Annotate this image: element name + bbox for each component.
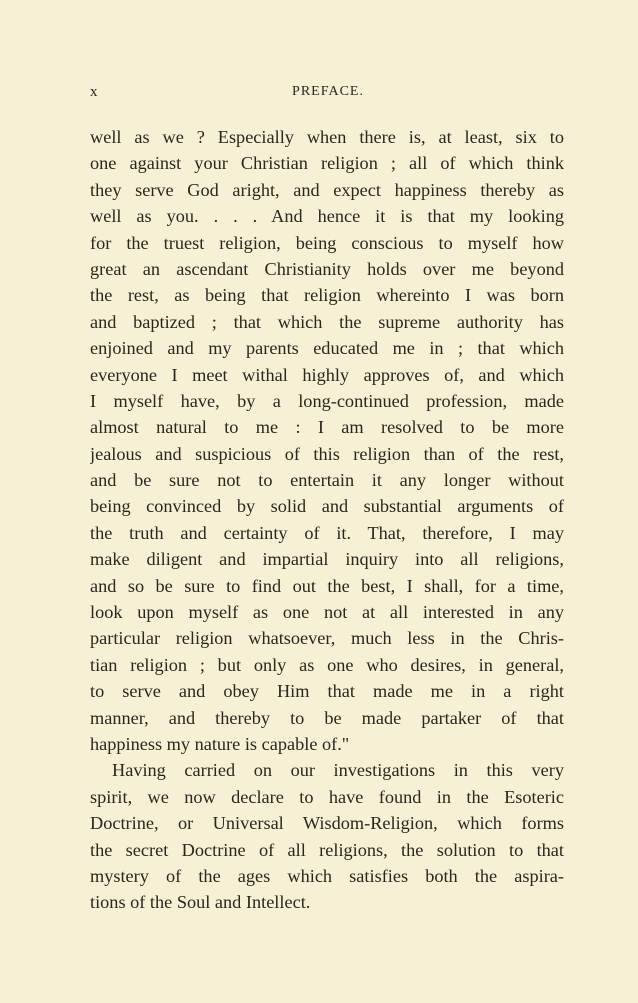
text-line: one against your Christian religion ; all of which think [90, 153, 564, 174]
text-line: everyone I meet withal highly approves of, and which [90, 364, 564, 385]
text-line: and be sure not to entertain it any longer without [90, 470, 564, 491]
paragraph-start-line: Having carried on our investigations in this very [112, 760, 564, 781]
text-line: and so be sure to find out the best, I shall, for a time, [90, 575, 564, 596]
text-line: well as you. . . . And hence it is that my looking [90, 206, 564, 227]
running-title: PREFACE. [292, 84, 364, 99]
text-line: they serve God aright, and expect happiness thereby as [90, 179, 564, 200]
running-head [90, 84, 566, 104]
text-line: the truth and certainty of it. That, therefore, I may [90, 522, 564, 543]
page-number: x [90, 84, 99, 100]
body-text [90, 124, 564, 916]
text-line: and baptized ; that which the supreme authority has [90, 311, 564, 332]
text-line: well as we ? Especially when there is, at least, six to [90, 127, 564, 147]
text-line: make diligent and impartial inquiry into all religions, [90, 549, 564, 570]
text-line: great an ascendant Christianity holds over me beyond [90, 258, 564, 279]
text-line: manner, and thereby to be made partaker of that [90, 707, 564, 728]
text-line: Doctrine, or Universal Wisdom-Religion, which forms [90, 813, 564, 834]
paragraph-end-line: happiness my nature is capable of." [90, 733, 350, 754]
text-line: jealous and suspicious of this religion than of the rest, [90, 443, 564, 464]
text-line: spirit, we now declare to have found in the Esoteric [90, 786, 564, 807]
paragraph-end-line: tions of the Soul and Intellect. [90, 892, 311, 913]
text-line: for the truest religion, being conscious to myself how [90, 232, 564, 253]
text-line: to serve and obey Him that made me in a right [90, 681, 564, 702]
text-line: being convinced by solid and substantial arguments of [90, 496, 564, 517]
text-line: particular religion whatsoever, much less in the Chris- [90, 628, 564, 649]
text-line: I myself have, by a long-continued profession, made [90, 390, 564, 411]
text-line: tian religion ; but only as one who desires, in general, [90, 654, 564, 675]
text-line: look upon myself as one not at all interested in any [90, 602, 564, 623]
text-line: almost natural to me : I am resolved to be more [90, 417, 564, 438]
text-line: enjoined and my parents educated me in ; that which [90, 338, 564, 359]
text-line: the secret Doctrine of all religions, the solution to that [90, 839, 564, 860]
text-line: the rest, as being that religion whereinto I was born [90, 285, 564, 306]
text-line: mystery of the ages which satisfies both the aspira- [90, 865, 564, 886]
